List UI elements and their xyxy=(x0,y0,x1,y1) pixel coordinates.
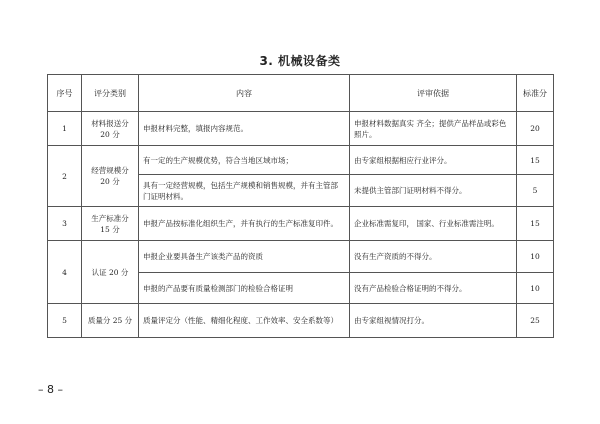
row-category: 材料报送分 20 分 xyxy=(82,112,139,146)
row-basis: 由专家组根据相应行业评分。 xyxy=(350,146,517,175)
row-number: 1 xyxy=(48,112,82,146)
row-content: 申报企业要具备生产该类产品的资质 xyxy=(139,241,350,273)
row-score: 25 xyxy=(517,304,554,338)
row-content: 申报产品按标准化组织生产，并有执行的生产标准复印件。 xyxy=(139,207,350,241)
row-category: 经营规模分 20 分 xyxy=(82,146,139,207)
row-content: 有一定的生产规模优势，符合当地区域市场； xyxy=(139,146,350,175)
table-row xyxy=(48,241,554,273)
table-row xyxy=(48,304,554,338)
row-category: 质量分 25 分 xyxy=(82,304,139,338)
header-basis: 评审依据 xyxy=(350,75,517,112)
header-category: 评分类别 xyxy=(82,75,139,112)
row-content: 质量评定分（性能、精细化程度、工作效率、安全系数等） xyxy=(139,304,350,338)
row-basis: 未提供主管部门证明材料不得分。 xyxy=(350,175,517,207)
row-basis: 企业标准需复印， 国家、行业标准需注明。 xyxy=(350,207,517,241)
row-basis: 没有产品检验合格证明的不得分。 xyxy=(350,273,517,304)
table-row xyxy=(48,112,554,146)
row-number: 4 xyxy=(48,241,82,304)
row-score: 10 xyxy=(517,241,554,273)
row-score: 5 xyxy=(517,175,554,207)
row-number: 5 xyxy=(48,304,82,338)
row-number: 2 xyxy=(48,146,82,207)
row-score: 15 xyxy=(517,146,554,175)
row-score: 20 xyxy=(517,112,554,146)
header-score: 标准分 xyxy=(517,75,554,112)
row-basis: 申报材料数据真实 齐全；提供产品样品或彩色照片。 xyxy=(350,112,517,146)
page-title: 3. 机械设备类 xyxy=(259,54,341,68)
page-number: – 8 – xyxy=(38,383,63,396)
table-header-row xyxy=(48,75,554,112)
row-category: 认证 20 分 xyxy=(82,241,139,304)
header-no: 序号 xyxy=(48,75,82,112)
row-number: 3 xyxy=(48,207,82,241)
row-category: 生产标准分 15 分 xyxy=(82,207,139,241)
row-score: 10 xyxy=(517,273,554,304)
row-basis: 由专家组视情况打分。 xyxy=(350,304,517,338)
table-row xyxy=(48,207,554,241)
table-row xyxy=(48,146,554,175)
scoring-table xyxy=(47,74,554,338)
row-content: 申报的产品要有质量检测部门的检验合格证明 xyxy=(139,273,350,304)
row-score: 15 xyxy=(517,207,554,241)
row-content: 申报材料完整，填报内容规范。 xyxy=(139,112,350,146)
header-content: 内容 xyxy=(139,75,350,112)
row-basis: 没有生产资质的不得分。 xyxy=(350,241,517,273)
row-content: 具有一定经营规模，包括生产规模和销售规模，并有主管部门证明材料。 xyxy=(139,175,350,207)
